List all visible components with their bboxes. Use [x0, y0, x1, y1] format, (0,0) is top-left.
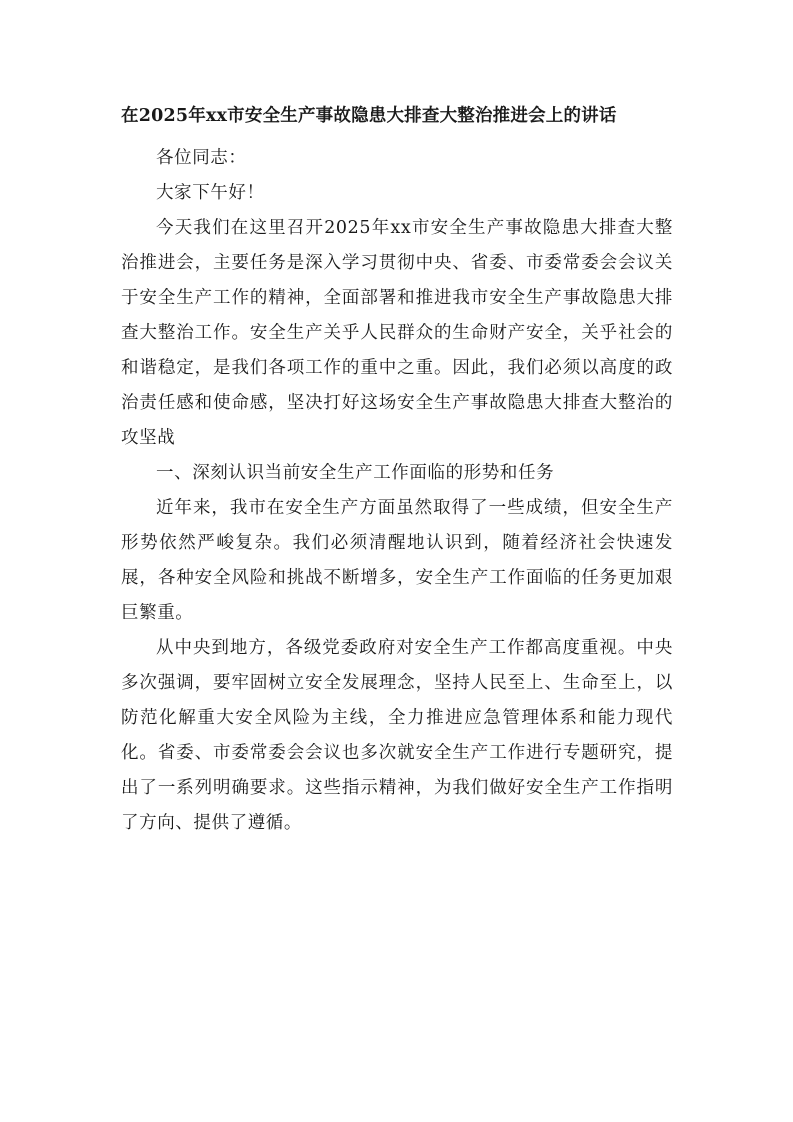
paragraph-guidance: 从中央到地方，各级党委政府对安全生产工作都高度重视。中央多次强调，要牢固树立安全发展理念，坚持人民至上、生命至上，以防范化解重大安全风险为主线，全力推进应急管理体系和能力现代化。省委、市委常委会会议也多次就安全生产工作进行专题研究，提出了一系列明确要求。这些指示精神，为我们做好安全生产工作指明了方向、提供了遵循。 [121, 638, 673, 833]
salutation: 大家下午好！ [156, 183, 265, 203]
document-body [121, 100, 673, 841]
paragraph-intro: 今天我们在这里召开2025年xx市安全生产事故隐患大排查大整治推进会，主要任务是深入学习贯彻中央、省委、市委常委会会议关于安全生产工作的精神，全面部署和推进我市安全生产事故隐患大排查大整治工作。安全生产关乎人民群众的生命财产安全，关乎社会的和谐稳定，是我们各项工作的重中之重。因此，我们必须以高度的政治责任感和使命感，坚决打好这场安全生产事故隐患大排查大整治的攻坚战 [121, 218, 673, 448]
greeting: 各位同志： [156, 148, 247, 168]
paragraph-situation: 近年来，我市在安全生产方面虽然取得了一些成绩，但安全生产形势依然严峻复杂。我们必须清醒地认识到，随着经济社会快速发展，各种安全风险和挑战不断增多，安全生产工作面临的任务更加艰巨繁重。 [121, 498, 673, 623]
section-heading-1: 一、深刻认识当前安全生产工作面临的形势和任务 [156, 463, 555, 483]
document-title: 在2025年xx市安全生产事故隐患大排查大整治推进会上的讲话 [121, 106, 617, 126]
